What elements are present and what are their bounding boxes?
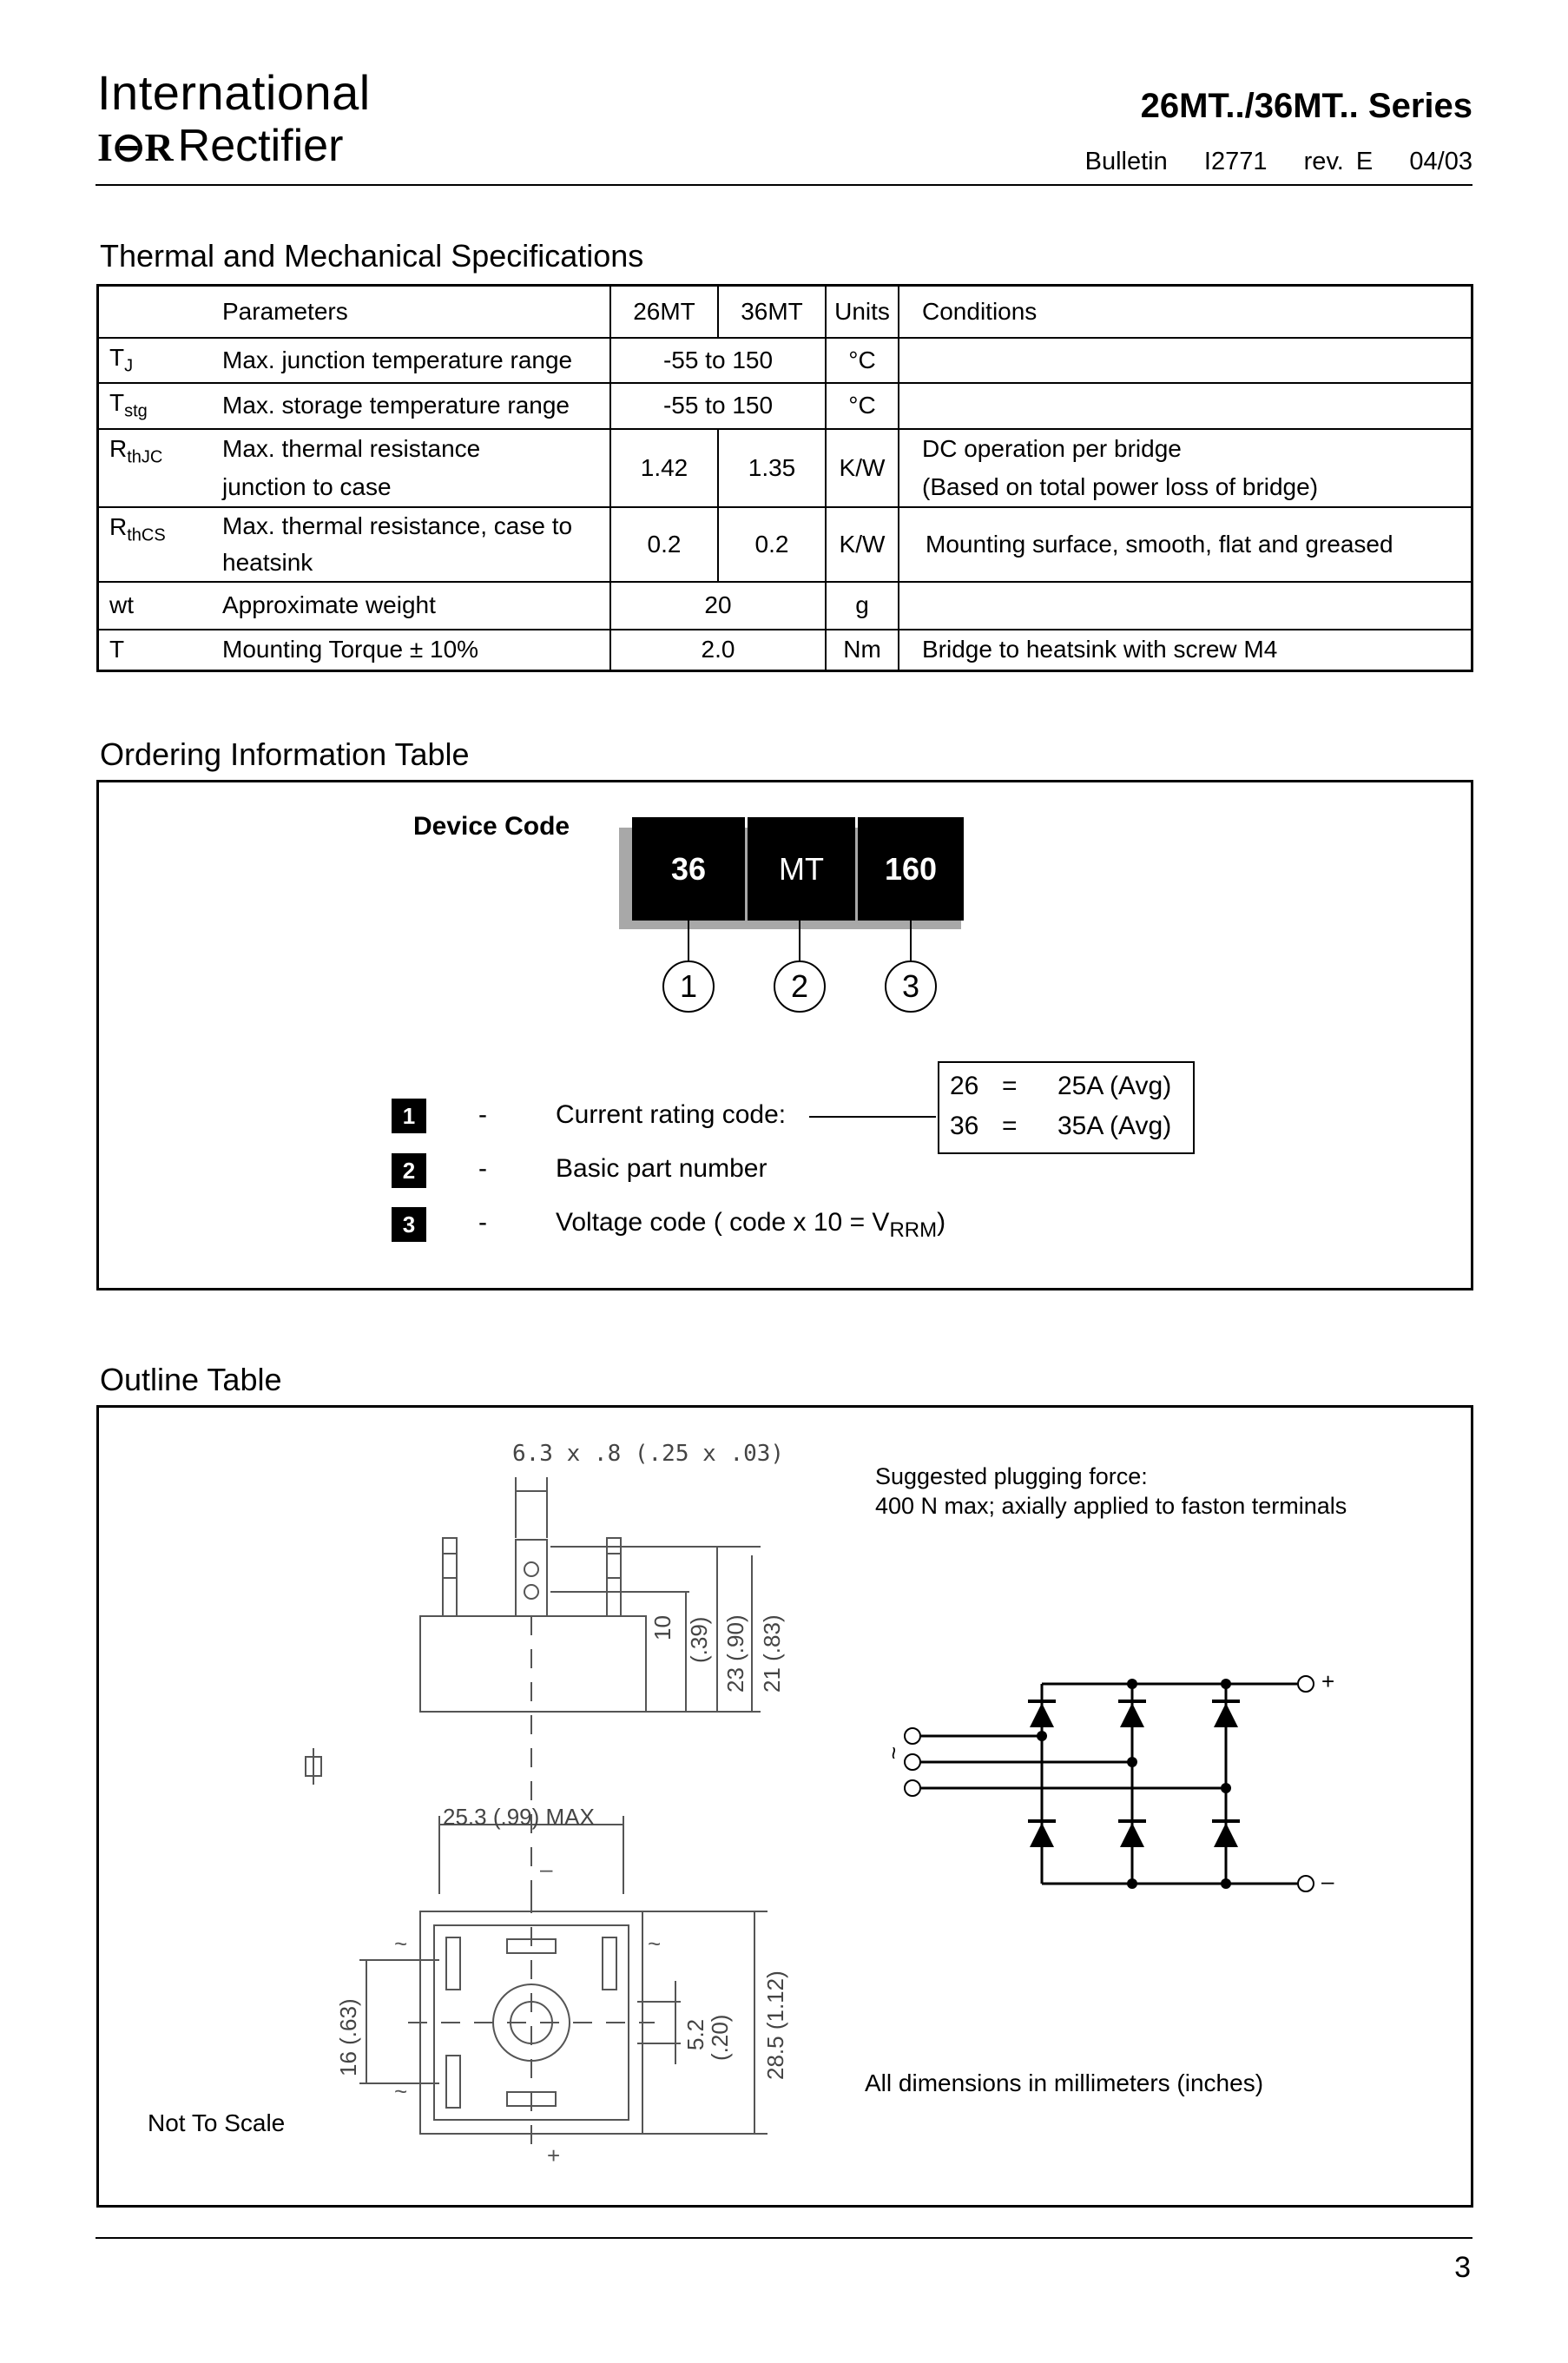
device-code-label: Device Code (413, 812, 570, 841)
item-num-3: 3 (392, 1207, 426, 1242)
item-text-3 (556, 1208, 945, 1243)
thermal-title: Thermal and Mechanical Specifications (100, 238, 644, 274)
series-title: 26MT../36MT.. Series (1140, 87, 1472, 125)
outline-title: Outline Table (100, 1362, 282, 1397)
row-symbol: T (98, 630, 218, 671)
tilde-bottom-left: ~ (394, 2078, 408, 2104)
schematic-tilde: ~ (880, 1746, 907, 1760)
row-param: Max. storage temperature range (217, 383, 610, 429)
outline-drawing (99, 1408, 1471, 2205)
circle-1: 1 (662, 960, 715, 1013)
item-text-1: Current rating code: (556, 1100, 787, 1129)
row-cond-line2: (Based on total power loss of bridge) (922, 472, 1319, 500)
row-value: -55 to 150 (610, 338, 826, 383)
table-row (98, 582, 1472, 630)
plugging-force-line1: Suggested plugging force: (875, 1463, 1148, 1489)
row-unit: g (826, 582, 899, 630)
table-header-row (98, 286, 1472, 338)
footer-rule (96, 2237, 1472, 2239)
voltage-code-close: ) (937, 1208, 946, 1237)
dim-10: 10 (649, 1615, 675, 1640)
minus-top: – (540, 1856, 553, 1882)
rating-eq: = (1002, 1112, 1018, 1140)
row-value-36: 0.2 (718, 507, 826, 582)
ordering-title: Ordering Information Table (100, 736, 470, 772)
code-part-mt: MT (748, 817, 855, 921)
row-param-line2: heatsink (222, 548, 313, 576)
row-symbol: R (109, 512, 128, 540)
code-part-160: 160 (858, 817, 964, 921)
row-symbol-sub: thCS (127, 525, 166, 545)
header-rule (96, 184, 1472, 186)
table-row (98, 338, 1472, 383)
row-cond-line1: DC operation per bridge (922, 434, 1182, 462)
circle-3: 3 (885, 960, 937, 1013)
voltage-code-text: Voltage code ( code x 10 = V (556, 1208, 890, 1237)
voltage-code-sub: RRM (889, 1218, 938, 1242)
rating-code: 36 (950, 1112, 979, 1140)
row-unit: K/W (826, 507, 899, 582)
row-cond (899, 582, 1472, 630)
row-param: Approximate weight (217, 582, 610, 630)
dim-39: (.39) (686, 1616, 712, 1663)
ior-logo-mark: I⊖R (97, 125, 173, 169)
table-row (98, 429, 1472, 507)
all-dimensions-note: All dimensions in millimeters (inches) (865, 2069, 1264, 2096)
row-cond: Bridge to heatsink with screw M4 (899, 630, 1472, 671)
row-unit: °C (826, 338, 899, 383)
item-dash-2: - (478, 1154, 487, 1183)
row-param: Max. junction temperature range (217, 338, 610, 383)
table-row (98, 507, 1472, 582)
dim-285: 28.5 (1.12) (762, 1970, 788, 2080)
rating-val: 25A (Avg) (1057, 1072, 1172, 1100)
row-param: Mounting Torque ± 10% (217, 630, 610, 671)
row-unit: °C (826, 383, 899, 429)
col-26mt: 26MT (610, 286, 718, 338)
rating-val: 35A (Avg) (1057, 1112, 1172, 1140)
col-units: Units (826, 286, 899, 338)
row-symbol: wt (98, 582, 218, 630)
dim-52: 5.2 (682, 2018, 708, 2050)
not-to-scale-note: Not To Scale (148, 2109, 286, 2136)
row-value-26: 0.2 (610, 507, 718, 582)
row-param-line2: junction to case (222, 472, 392, 500)
outline-box (96, 1405, 1473, 2208)
row-value: 20 (610, 582, 826, 630)
dim-max: 25.3 (.99) MAX (443, 1804, 595, 1830)
bulletin-info: Bulletin I2771 rev. E 04/03 (1084, 148, 1472, 175)
row-cond: Mounting surface, smooth, flat and greased (899, 507, 1472, 582)
row-value-26: 1.42 (610, 429, 718, 507)
row-symbol: T (109, 343, 125, 371)
row-param-line1: Max. thermal resistance, case to (222, 512, 573, 539)
logo-rectifier-text: Rectifier (177, 121, 344, 171)
row-symbol-sub: stg (124, 401, 148, 421)
rating-eq: = (1002, 1072, 1018, 1100)
table-row (98, 630, 1472, 671)
code-part-36: 36 (632, 817, 745, 921)
ordering-box (96, 780, 1473, 1290)
rating-code: 26 (950, 1072, 979, 1100)
row-param-line1: Max. thermal resistance (222, 434, 481, 462)
plugging-force-line2: 400 N max; axially applied to faston terminals (875, 1493, 1347, 1519)
rating-box (938, 1061, 1195, 1154)
item-num-1: 1 (392, 1099, 426, 1133)
col-36mt: 36MT (718, 286, 826, 338)
plus-bottom: + (547, 2142, 561, 2168)
row-symbol: R (109, 434, 128, 462)
tilde-top-left: ~ (394, 1931, 408, 1957)
col-conditions: Conditions (899, 286, 1472, 338)
tilde-top-right: ~ (648, 1931, 662, 1957)
item-dash-3: - (478, 1208, 487, 1237)
row-value-36: 1.35 (718, 429, 826, 507)
thermal-spec-table (96, 284, 1473, 672)
item-dash-1: - (478, 1100, 487, 1129)
dim-21: 21 (.83) (759, 1614, 785, 1693)
row-unit: Nm (826, 630, 899, 671)
row-symbol-sub: J (124, 356, 134, 376)
dim-terminal: 6.3 x .8 (.25 x .03) (512, 1441, 785, 1467)
row-value: 2.0 (610, 630, 826, 671)
logo-international: International (97, 65, 371, 120)
dim-23: 23 (.90) (722, 1614, 748, 1693)
item-num-2: 2 (392, 1153, 426, 1188)
dim-16: 16 (.63) (335, 1998, 361, 2076)
table-row (98, 383, 1472, 429)
circle-2: 2 (774, 960, 826, 1013)
item-text-2: Basic part number (556, 1154, 768, 1183)
row-value: -55 to 150 (610, 383, 826, 429)
dim-20: (.20) (707, 2014, 733, 2061)
row-symbol: T (109, 389, 125, 417)
row-cond (899, 383, 1472, 429)
col-parameters: Parameters (217, 286, 610, 338)
row-unit: K/W (826, 429, 899, 507)
row-cond (899, 338, 1472, 383)
page-number: 3 (1454, 2251, 1471, 2284)
row-symbol-sub: thJC (127, 447, 163, 467)
schematic-minus: – (1321, 1868, 1334, 1894)
logo-rectifier (97, 120, 343, 172)
schematic-plus: + (1321, 1668, 1335, 1694)
